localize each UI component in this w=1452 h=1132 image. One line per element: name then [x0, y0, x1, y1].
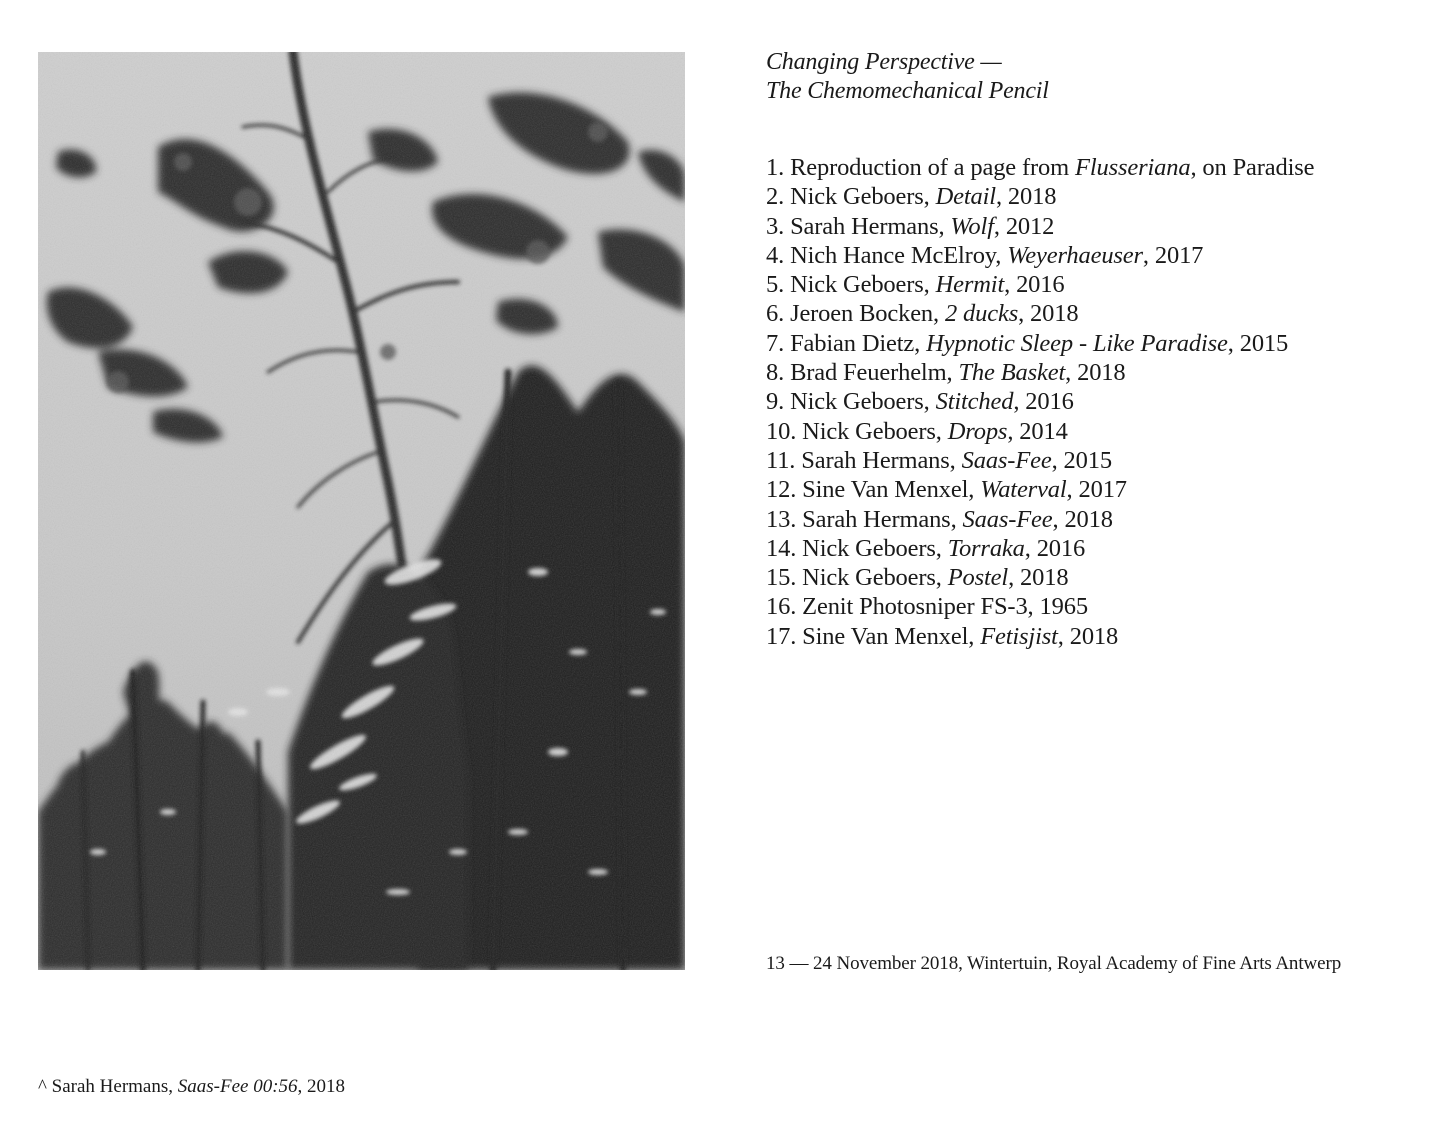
exhibition-title — [766, 48, 1049, 106]
list-item: 3. Sarah Hermans, Wolf, 2012 — [766, 212, 1055, 240]
list-item: 9. Nick Geboers, Stitched, 2016 — [766, 388, 1074, 416]
list-item: 7. Fabian Dietz, Hypnotic Sleep - Like Paradise, 2015 — [766, 329, 1289, 357]
list-item: 11. Sarah Hermans, Saas-Fee, 2015 — [766, 446, 1112, 474]
photo-snowy-forest — [38, 52, 685, 970]
title-line-2: The Chemomechanical Pencil — [766, 78, 1049, 104]
list-item: 5. Nick Geboers, Hermit, 2016 — [766, 271, 1065, 299]
list-item: 8. Brad Feuerhelm, The Basket, 2018 — [766, 359, 1126, 387]
list-item: 6. Jeroen Bocken, 2 ducks, 2018 — [766, 300, 1079, 328]
list-item: 16. Zenit Photosniper FS-3, 1965 — [766, 593, 1088, 621]
list-item: 10. Nick Geboers, Drops, 2014 — [766, 417, 1068, 445]
forest-photo-image — [38, 52, 685, 970]
exhibition-dates: 13 — 24 November 2018, Wintertuin, Royal Academy of Fine Arts Antwerp — [766, 953, 1342, 974]
list-item: 15. Nick Geboers, Postel, 2018 — [766, 564, 1069, 592]
title-line-1: Changing Perspective — — [766, 49, 1002, 75]
works-list — [766, 153, 1314, 651]
list-item: 13. Sarah Hermans, Saas-Fee, 2018 — [766, 505, 1113, 533]
list-item: 14. Nick Geboers, Torraka, 2016 — [766, 534, 1086, 562]
list-item: 12. Sine Van Menxel, Waterval, 2017 — [766, 476, 1127, 504]
list-item: 1. Reproduction of a page from Flusseriana, on Paradise — [766, 154, 1315, 181]
photo-caption: ^ Sarah Hermans, Saas-Fee 00:56, 2018 — [38, 1076, 346, 1097]
list-item: 2. Nick Geboers, Detail, 2018 — [766, 183, 1057, 211]
list-item: 4. Nich Hance McElroy, Weyerhaeuser, 2017 — [766, 241, 1204, 269]
list-item: 17. Sine Van Menxel, Fetisjist, 2018 — [766, 622, 1119, 650]
